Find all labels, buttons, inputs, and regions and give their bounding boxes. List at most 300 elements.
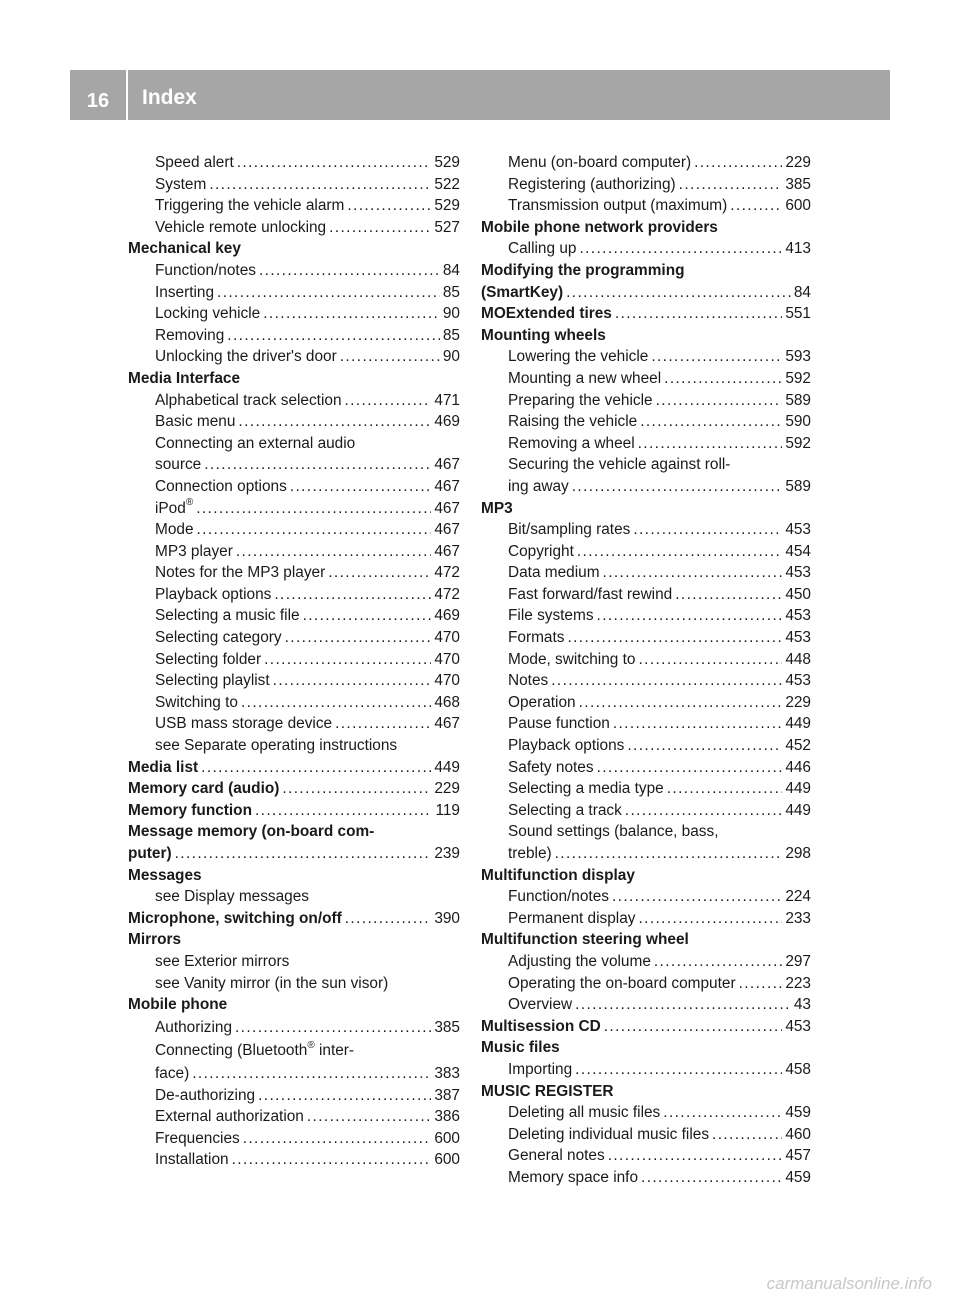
entry-label: Securing the vehicle against roll- <box>508 456 731 474</box>
entry-label: Locking vehicle <box>155 305 261 323</box>
page-ref: 43 <box>793 996 811 1014</box>
leader-dots <box>640 411 782 433</box>
leader-dots <box>604 1016 783 1038</box>
entry-label: Media list <box>128 758 199 776</box>
page-ref: 223 <box>785 974 811 992</box>
leader-dots <box>259 260 440 282</box>
entry-label: MOExtended tires <box>481 305 612 323</box>
index-entry <box>128 325 460 347</box>
index-entry <box>128 735 460 757</box>
index-entry <box>481 1102 811 1124</box>
index-entry <box>128 627 460 649</box>
leader-dots <box>613 713 782 735</box>
page-ref: 522 <box>434 175 460 193</box>
leader-dots <box>303 605 432 627</box>
entry-label: General notes <box>508 1147 605 1165</box>
index-entry <box>128 951 460 973</box>
leader-dots <box>217 282 440 304</box>
leader-dots <box>307 1106 431 1128</box>
page-ref: 386 <box>434 1108 460 1126</box>
index-heading <box>128 800 460 822</box>
leader-dots <box>739 973 783 995</box>
index-entry <box>481 821 811 843</box>
leader-dots <box>633 519 782 541</box>
index-entry <box>481 454 811 476</box>
entry-label: Playback options <box>508 737 625 755</box>
entry-label: Formats <box>508 629 565 647</box>
index-entry <box>128 1128 460 1150</box>
index-entry <box>481 605 811 627</box>
entry-label: Data medium <box>508 564 600 582</box>
page-ref: 297 <box>785 952 811 970</box>
leader-dots <box>656 390 783 412</box>
page-ref: 467 <box>434 499 460 517</box>
entry-label: Operation <box>508 693 576 711</box>
entry-label: Safety notes <box>508 758 594 776</box>
page-ref: 592 <box>785 434 811 452</box>
index-entry <box>128 282 460 304</box>
index-entry <box>481 627 811 649</box>
entry-label: Installation <box>155 1151 229 1169</box>
page-ref: 229 <box>785 693 811 711</box>
entry-label: iPod® <box>155 497 194 517</box>
index-entry <box>481 433 811 455</box>
index-entry <box>128 649 460 671</box>
leader-dots <box>197 519 432 541</box>
index-entry <box>128 605 460 627</box>
index-entry <box>481 1124 811 1146</box>
index-entry <box>481 908 811 930</box>
entry-label: Mode <box>155 521 194 539</box>
entry-label: File systems <box>508 607 594 625</box>
page-ref: 459 <box>785 1168 811 1186</box>
entry-label: see Display messages <box>155 888 309 906</box>
leader-dots <box>625 800 783 822</box>
page-ref: 448 <box>785 650 811 668</box>
leader-dots <box>192 1063 431 1085</box>
entry-label: Multifunction steering wheel <box>481 931 689 949</box>
index-entry <box>128 1106 460 1128</box>
leader-dots <box>335 713 431 735</box>
page-ref: 85 <box>442 283 460 301</box>
index-entry <box>481 346 811 368</box>
page-ref: 469 <box>434 413 460 431</box>
index-entry <box>128 1085 460 1107</box>
entry-label: Copyright <box>508 542 574 560</box>
leader-dots <box>290 476 432 498</box>
index-entry <box>128 498 460 520</box>
index-heading <box>481 1081 811 1103</box>
page-ref: 453 <box>785 672 811 690</box>
leader-dots <box>667 778 783 800</box>
leader-dots <box>235 1016 431 1040</box>
page-ref: 383 <box>434 1064 460 1082</box>
page-ref: 298 <box>785 845 811 862</box>
index-heading <box>128 865 460 887</box>
page-ref: 453 <box>785 607 811 625</box>
leader-dots <box>608 1145 783 1167</box>
entry-label: Alphabetical track selection <box>155 391 342 409</box>
leader-dots <box>555 843 783 865</box>
leader-dots <box>345 908 432 930</box>
leader-dots <box>679 174 783 196</box>
entry-label: Pause function <box>508 715 610 733</box>
entry-label: Permanent display <box>508 909 636 927</box>
leader-dots <box>615 303 782 325</box>
index-entry <box>128 1039 460 1063</box>
index-heading <box>128 908 460 930</box>
entry-label: Memory space info <box>508 1168 639 1186</box>
entry-label: ing away <box>508 477 569 495</box>
entry-label: Adjusting the volume <box>508 952 651 970</box>
index-entry <box>481 238 811 260</box>
page-ref: 600 <box>434 1129 460 1147</box>
leader-dots <box>638 649 782 671</box>
index-entry <box>481 195 811 217</box>
leader-dots <box>663 1102 782 1124</box>
entry-label: Menu (on-board computer) <box>508 154 692 171</box>
leader-dots <box>664 368 782 390</box>
entry-label: puter) <box>128 845 172 862</box>
entry-label: Multifunction display <box>481 866 635 884</box>
leader-dots <box>603 562 783 584</box>
entry-label: De-authorizing <box>155 1086 256 1104</box>
page-ref: 84 <box>793 283 811 301</box>
index-entry <box>481 757 811 779</box>
page-ref: 85 <box>442 326 460 344</box>
index-entry <box>481 541 811 563</box>
page-ref: 470 <box>434 629 460 647</box>
index-entry <box>481 735 811 757</box>
page-ref: 470 <box>434 672 460 690</box>
index-entry <box>128 1016 460 1040</box>
entry-label: Removing <box>155 326 225 344</box>
entry-label: Mobile phone network providers <box>481 218 718 236</box>
leader-dots <box>567 627 782 649</box>
index-entry <box>481 713 811 735</box>
entry-label: (SmartKey) <box>481 283 564 301</box>
entry-label: Mounting a new wheel <box>508 369 662 387</box>
entry-label: Raising the vehicle <box>508 413 638 431</box>
entry-label: Registering (authorizing) <box>508 175 676 193</box>
entry-label: Selecting a media type <box>508 780 664 798</box>
page-ref: 467 <box>434 715 460 733</box>
header-divider <box>126 70 128 120</box>
entry-label: MP3 player <box>155 542 233 560</box>
index-entry <box>128 886 460 908</box>
index-column-right <box>481 152 811 1189</box>
index-heading <box>481 929 811 951</box>
entry-label: source <box>155 456 202 474</box>
index-entry <box>481 368 811 390</box>
entry-label: Deleting all music files <box>508 1104 661 1122</box>
leader-dots <box>263 303 440 325</box>
index-entry <box>128 390 460 412</box>
index-entry <box>481 886 811 908</box>
index-entry <box>481 476 811 498</box>
index-entry <box>481 584 811 606</box>
leader-dots <box>345 390 432 412</box>
entry-label: see Exterior mirrors <box>155 952 290 970</box>
entry-label: Frequencies <box>155 1129 240 1147</box>
entry-label: Triggering the vehicle alarm <box>155 197 345 215</box>
page-ref: 449 <box>785 780 811 798</box>
leader-dots <box>264 649 431 671</box>
leader-dots <box>282 778 431 800</box>
index-entry <box>481 692 811 714</box>
entry-label: see Separate operating instructions <box>155 737 398 755</box>
entry-label: Selecting category <box>155 629 282 647</box>
leader-dots <box>285 627 432 649</box>
index-entry <box>128 692 460 714</box>
entry-label: Transmission output (maximum) <box>508 197 728 215</box>
page-ref: 390 <box>434 909 460 927</box>
page-ref: 453 <box>785 521 811 539</box>
page-header <box>70 70 890 120</box>
page-ref: 458 <box>785 1060 811 1078</box>
entry-label: Unlocking the driver's door <box>155 348 337 366</box>
entry-label: Mode, switching to <box>508 650 636 668</box>
leader-dots <box>273 670 432 692</box>
index-entry <box>481 994 811 1016</box>
index-entry <box>128 670 460 692</box>
page-ref: 460 <box>785 1125 811 1143</box>
entry-label: Message memory (on-board com- <box>128 823 375 841</box>
entry-label: Calling up <box>508 240 577 258</box>
index-heading <box>481 498 811 520</box>
leader-dots <box>627 735 782 757</box>
index-entry <box>128 217 460 239</box>
page-ref: 457 <box>785 1147 811 1165</box>
page-ref: 527 <box>434 218 460 236</box>
entry-label: Overview <box>508 996 573 1014</box>
entry-label: Basic menu <box>155 413 236 431</box>
leader-dots <box>575 994 791 1016</box>
page-ref: 472 <box>434 585 460 603</box>
entry-label: Microphone, switching on/off <box>128 909 342 927</box>
leader-dots <box>651 346 782 368</box>
index-entry <box>128 260 460 282</box>
leader-dots <box>227 325 440 347</box>
entry-label: Function/notes <box>155 261 256 279</box>
entry-label: Mounting wheels <box>481 326 606 344</box>
section-title: Index <box>142 86 197 109</box>
index-entry <box>481 649 811 671</box>
entry-label: Memory function <box>128 801 252 819</box>
index-heading <box>128 238 460 260</box>
page-ref: 551 <box>785 305 811 323</box>
page-ref: 90 <box>442 305 460 323</box>
entry-label: Multisession CD <box>481 1017 601 1035</box>
page-number: 16 <box>86 89 110 112</box>
entry-label: Inserting <box>155 283 215 301</box>
leader-dots <box>241 692 431 714</box>
page-ref: 413 <box>785 240 811 258</box>
leader-dots <box>236 541 431 563</box>
leader-dots <box>577 541 782 563</box>
entry-label: Modifying the programming <box>481 261 685 279</box>
index-entry <box>128 713 460 735</box>
index-heading <box>128 778 460 800</box>
page-ref: 600 <box>434 1151 460 1169</box>
leader-dots <box>237 152 432 174</box>
page-ref: 446 <box>785 758 811 776</box>
page-ref: 452 <box>785 737 811 755</box>
leader-dots <box>654 951 782 973</box>
index-entry <box>128 195 460 217</box>
entry-label: Mirrors <box>128 931 182 949</box>
leader-dots <box>694 152 782 174</box>
index-entry <box>481 152 811 174</box>
leader-dots <box>612 886 782 908</box>
leader-dots <box>575 1059 782 1081</box>
page-ref: 229 <box>785 154 811 171</box>
entry-label: Connection options <box>155 477 287 495</box>
entry-label: Importing <box>508 1060 573 1078</box>
leader-dots <box>597 605 783 627</box>
entry-label: USB mass storage device <box>155 715 333 733</box>
entry-label: Authorizing <box>155 1018 232 1036</box>
page-ref: 90 <box>442 348 460 366</box>
leader-dots <box>638 433 783 455</box>
leader-dots <box>274 584 431 606</box>
leader-dots <box>712 1124 782 1146</box>
entry-label: treble) <box>508 845 552 862</box>
page-ref: 119 <box>435 801 460 819</box>
index-heading <box>128 368 460 390</box>
page-ref: 593 <box>785 348 811 366</box>
entry-label: Removing a wheel <box>508 434 635 452</box>
index-heading <box>128 757 460 779</box>
leader-dots <box>196 498 431 520</box>
leader-dots <box>340 346 440 368</box>
page-ref: 589 <box>785 477 811 495</box>
index-entry <box>481 1145 811 1167</box>
index-heading <box>481 1016 811 1038</box>
leader-dots <box>255 800 432 822</box>
entry-label: Operating the on-board computer <box>508 974 736 992</box>
page-ref: 385 <box>434 1018 460 1036</box>
index-entry <box>128 346 460 368</box>
entry-label: External authorization <box>155 1108 304 1126</box>
index-heading <box>128 929 460 951</box>
index-entry <box>481 973 811 995</box>
index-column-left <box>128 152 460 1171</box>
page-ref: 229 <box>434 780 460 798</box>
index-entry <box>481 390 811 412</box>
index-entry <box>128 973 460 995</box>
index-heading <box>481 282 811 304</box>
entry-label: Function/notes <box>508 888 609 906</box>
page-ref: 84 <box>442 261 460 279</box>
index-heading <box>128 843 460 865</box>
index-entry <box>481 1167 811 1189</box>
leader-dots <box>551 670 782 692</box>
entry-label: Notes <box>508 672 549 690</box>
index-entry <box>128 519 460 541</box>
leader-dots <box>201 757 431 779</box>
page-ref: 233 <box>785 909 811 927</box>
page-ref: 453 <box>785 1017 811 1035</box>
index-entry <box>128 1149 460 1171</box>
page-ref: 529 <box>434 197 460 215</box>
page-ref: 472 <box>434 564 460 582</box>
page-ref: 467 <box>434 521 460 539</box>
page-ref: 529 <box>434 154 460 171</box>
page-ref: 467 <box>434 456 460 474</box>
page-ref: 453 <box>785 564 811 582</box>
entry-label: Media Interface <box>128 369 241 387</box>
leader-dots <box>572 476 783 498</box>
leader-dots <box>175 843 432 865</box>
page-ref: 590 <box>785 413 811 431</box>
entry-label: Connecting (Bluetooth® inter- <box>155 1040 355 1060</box>
index-entry <box>128 174 460 196</box>
index-entry <box>481 411 811 433</box>
entry-label: Lowering the vehicle <box>508 348 649 366</box>
entry-label: Selecting a track <box>508 801 622 819</box>
page-ref: 459 <box>785 1104 811 1122</box>
leader-dots <box>579 238 782 260</box>
entry-label: Deleting individual music files <box>508 1125 710 1143</box>
page-ref: 468 <box>434 693 460 711</box>
page-ref: 453 <box>785 629 811 647</box>
leader-dots <box>675 584 782 606</box>
index-entry <box>128 1063 460 1085</box>
entry-label: Vehicle remote unlocking <box>155 218 327 236</box>
page-ref: 600 <box>785 197 811 215</box>
leader-dots <box>730 195 782 217</box>
entry-label: Mechanical key <box>128 240 241 258</box>
page-ref: 450 <box>785 585 811 603</box>
entry-label: Playback options <box>155 585 272 603</box>
entry-label: Messages <box>128 866 202 884</box>
index-entry <box>481 670 811 692</box>
page-ref: 387 <box>434 1086 460 1104</box>
entry-label: Memory card (audio) <box>128 780 280 798</box>
leader-dots <box>204 454 431 476</box>
page-ref: 449 <box>785 715 811 733</box>
entry-label: Selecting playlist <box>155 672 270 690</box>
index-entry <box>128 303 460 325</box>
index-heading <box>481 303 811 325</box>
index-entry <box>128 152 460 174</box>
entry-label: see Vanity mirror (in the sun visor) <box>155 974 389 992</box>
page-ref: 469 <box>434 607 460 625</box>
index-heading <box>128 994 460 1016</box>
index-entry <box>481 951 811 973</box>
index-entry <box>128 411 460 433</box>
leader-dots <box>209 174 431 196</box>
entry-label: MUSIC REGISTER <box>481 1082 614 1100</box>
index-entry <box>481 778 811 800</box>
entry-label: Switching to <box>155 693 238 711</box>
leader-dots <box>638 908 782 930</box>
page-ref: 471 <box>434 391 460 409</box>
page-ref: 449 <box>434 758 460 776</box>
entry-label: Speed alert <box>155 154 234 171</box>
leader-dots <box>232 1149 432 1171</box>
leader-dots <box>597 757 783 779</box>
entry-label: Selecting folder <box>155 650 262 668</box>
leader-dots <box>258 1085 431 1107</box>
index-heading <box>481 1037 811 1059</box>
entry-label: Mobile phone <box>128 996 228 1014</box>
leader-dots <box>243 1128 432 1150</box>
index-heading <box>128 821 460 843</box>
leader-dots <box>329 217 431 239</box>
index-entry <box>128 541 460 563</box>
